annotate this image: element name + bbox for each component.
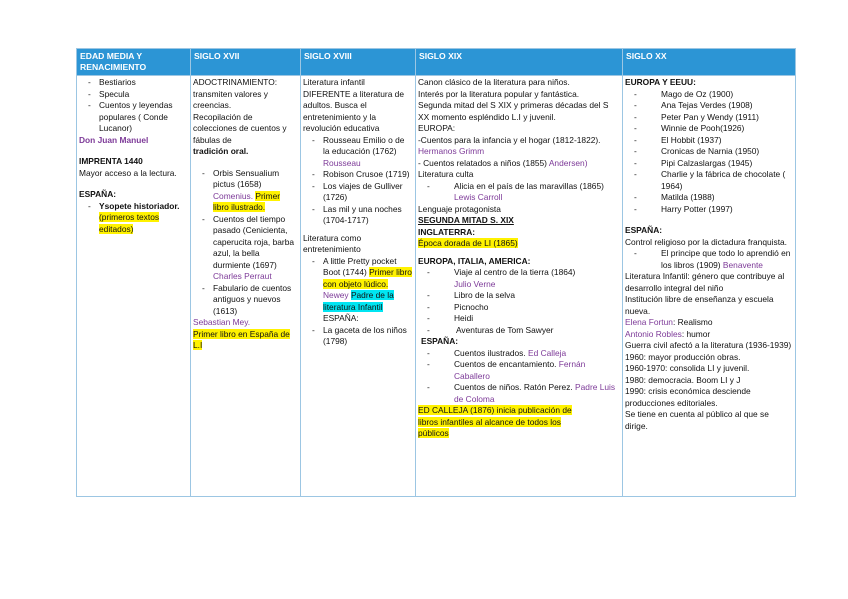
highlight-note: Primer libro ilustrado.	[213, 190, 281, 212]
text-line: Literatura como	[303, 232, 362, 243]
text-line: Segunda mitad del S XIX y primeras décadas del S XX momento espléndido L.I y juvenil.	[418, 100, 609, 122]
list-item: - Cronicas de Narnia (1950)	[625, 146, 793, 158]
author-name: Lewis Carroll	[454, 192, 503, 202]
text-line	[418, 135, 620, 158]
author-name: Newey	[323, 290, 349, 300]
text-line: Canon clásico de la literatura para niños.	[418, 77, 570, 87]
list-item	[303, 135, 413, 170]
text-line: EUROPA:	[418, 123, 456, 133]
book-title: Alicia en el país de las maravillas (1865)	[454, 180, 604, 191]
author-name: Sebastian Mey.	[193, 317, 251, 327]
author-name: Hermanos Grimm	[418, 146, 485, 156]
author-name: Charles Perraut	[213, 271, 272, 281]
section-title: EUROPA Y EEUU:	[625, 77, 696, 87]
list-item	[193, 214, 298, 283]
text-line: Se tiene en cuenta al público al que se dirige.	[625, 409, 769, 431]
author-name: Padre Luis de Coloma	[454, 382, 616, 404]
list-item: - Aventuras de Tom Sawyer	[418, 325, 620, 337]
text-fragment: - Cuentos relatados a niños (1855)	[418, 157, 547, 168]
section-title: EUROPA, ITALIA, AMERICA:	[418, 255, 531, 266]
text-line: 1990: crisis económica desciende producciones editoriales.	[625, 386, 751, 408]
text-line: Literatura Infantil: género que contribuye al desarrollo integral del niño	[625, 271, 785, 293]
list-item: - La gaceta de los niños (1798)	[303, 325, 413, 348]
section-title: ESPAÑA:	[625, 225, 663, 235]
text-line: Lenguaje protagonista	[418, 203, 501, 214]
section-title: INGLATERRA:	[418, 226, 476, 237]
content-row	[77, 76, 796, 497]
book-title: A little Pretty pocket Boot (1744)	[323, 255, 397, 277]
col-header-siglo-xvii: SIGLO XVII	[191, 49, 301, 76]
book-title: Rousseau Emilio o de la educación (1762)	[323, 134, 405, 156]
author-name: Benavente	[722, 259, 763, 270]
book-title: Cuentos de encantamiento.	[454, 359, 557, 369]
literature-timeline-table	[76, 48, 796, 497]
text-line: Control religioso por la dictadura franquista.	[625, 236, 788, 247]
highlight-note: Primer libro con objeto lúdico.	[323, 267, 412, 289]
list-item: - Charlie y la fábrica de chocolate ( 1964)	[625, 169, 793, 192]
author-name: Andersen)	[548, 157, 588, 168]
author-name: Comenius.	[213, 190, 254, 201]
author-name: Fernán Caballero	[454, 359, 586, 381]
list-item: - Picnocho	[418, 302, 620, 314]
list-item: - Libro de la selva	[418, 290, 620, 302]
text-line: DIFERENTE a literatura de adultos. Busca el entretenimiento y la revolución educativa	[303, 88, 404, 133]
book-title: Cuentos de niños. Ratón Perez.	[454, 382, 573, 392]
book-title: El principe que todo lo aprendió en los libros (1909)	[661, 248, 791, 270]
text-fragment: : Realismo	[672, 317, 713, 327]
text-fragment: -Cuentos para la infancia y el hogar (1812-1822).	[418, 134, 601, 145]
text-fragment: : humor	[681, 328, 711, 339]
col-header-edad-media: EDAD MEDIA Y RENACIMIENTO	[77, 49, 191, 76]
col-header-siglo-xviii: SIGLO XVIII	[301, 49, 416, 76]
book-title: Orbis Sensualium pictus (1658)	[213, 167, 280, 189]
highlight-note: ED CALLEJA (1876) inicia publicación de libros infantiles al alcance de todos los públicos	[418, 405, 572, 438]
text-line	[418, 158, 620, 170]
text-line: ADOCTRINAMIENTO:	[193, 77, 278, 87]
text-line: entretenimiento	[303, 244, 361, 254]
highlight-note: Padre de la literatura Infantil	[323, 290, 394, 312]
text-line: Literatura infantil	[303, 77, 365, 87]
cell-edad-media	[77, 76, 191, 497]
list-item: - Heidi	[418, 313, 620, 325]
author-name: Elena Fortun	[625, 317, 673, 327]
list-item: - Las mil y una noches (1704-1717)	[303, 204, 413, 227]
list-item: - Pipi Calzaslargas (1945)	[625, 158, 793, 170]
highlight-note: (primeros textos editados)	[99, 212, 160, 234]
list-item: - Mago de Oz (1900)	[625, 89, 793, 101]
book-title: Ysopete historiador.	[99, 200, 180, 211]
section-title: SEGUNDA MITAD S. XIX	[418, 215, 514, 225]
list-item	[418, 359, 620, 382]
col-header-siglo-xx: SIGLO XX	[623, 49, 796, 76]
author-name: Julio Verne	[454, 278, 496, 289]
list-item	[418, 382, 620, 405]
list-item: - Peter Pan y Wendy (1911)	[625, 112, 793, 124]
list-item	[303, 256, 413, 325]
text-line: transmiten valores y creencias.	[193, 88, 268, 110]
text-line: Institución libre de enseñanza y escuela nueva.	[625, 294, 774, 316]
header-row	[77, 49, 796, 76]
list-item	[79, 201, 188, 236]
text-line: Recopilación de colecciones de cuentos y fábulas de	[193, 111, 287, 145]
author-name: Ed Calleja	[528, 347, 567, 358]
list-item	[193, 168, 298, 214]
list-item	[625, 248, 793, 271]
text-line: Guerra civil afectó a la literatura (1936-1939)	[625, 340, 792, 350]
list-item: - Winnie de Pooh(1926)	[625, 123, 793, 135]
text-line: Interés por la literatura popular y fantástica.	[418, 88, 580, 99]
cell-siglo-xx	[623, 76, 796, 497]
list-item: - Harry Potter (1997)	[625, 204, 793, 216]
list-item: - Cuentos y leyendas populares ( Conde Lucanor)	[79, 100, 188, 135]
section-title: ESPAÑA:	[323, 313, 359, 323]
section-title: ESPAÑA:	[79, 189, 117, 199]
text-line	[625, 329, 793, 341]
list-item: - Fabulario de cuentos antiguos y nuevos (1613)	[193, 283, 298, 318]
cell-siglo-xvii	[191, 76, 301, 497]
text-line: Literatura culta	[418, 169, 474, 179]
text-line	[625, 317, 793, 329]
section-title: ESPAÑA:	[421, 336, 459, 346]
text-line: Mayor acceso a la lectura.	[79, 167, 177, 178]
col-header-siglo-xix: SIGLO XIX	[416, 49, 623, 76]
list-item: - Bestiarios	[79, 77, 188, 89]
list-item: - Specula	[79, 89, 188, 101]
text-line: 1980: democracia. Boom LI y J	[625, 374, 741, 385]
cell-siglo-xviii	[301, 76, 416, 497]
list-item: - Los viajes de Gulliver (1726)	[303, 181, 413, 204]
author-name: Antonio Robles	[625, 328, 682, 339]
highlight-note: Época dorada de LI (1865)	[418, 238, 518, 248]
highlight-note: Primer libro en España de L.I	[193, 328, 290, 350]
text-line: tradición oral.	[193, 146, 249, 156]
book-title: Cuentos ilustrados.	[454, 347, 526, 358]
section-title: IMPRENTA 1440	[79, 156, 143, 166]
cell-siglo-xix	[416, 76, 623, 497]
book-title: Cuentos del tiempo pasado (Cenicienta, caperucita roja, barba azul, la bella durmiente (1697)	[213, 213, 295, 270]
list-item: - Matilda (1988)	[625, 192, 793, 204]
list-item: - Viaje al centro de la tierra (1864)	[418, 267, 620, 279]
author-name: Rousseau	[323, 157, 361, 168]
text-line: 1960-1970: consolida LI y juvenil.	[625, 363, 750, 373]
list-item: - Ana Tejas Verdes (1908)	[625, 100, 793, 112]
list-item: - El Hobbit (1937)	[625, 135, 793, 147]
list-item: - Robison Crusoe (1719)	[303, 169, 413, 181]
list-item	[418, 181, 620, 193]
author-name: Don Juan Manuel	[79, 134, 149, 145]
list-item	[418, 348, 620, 360]
text-line: 1960: mayor producción obras.	[625, 351, 741, 362]
